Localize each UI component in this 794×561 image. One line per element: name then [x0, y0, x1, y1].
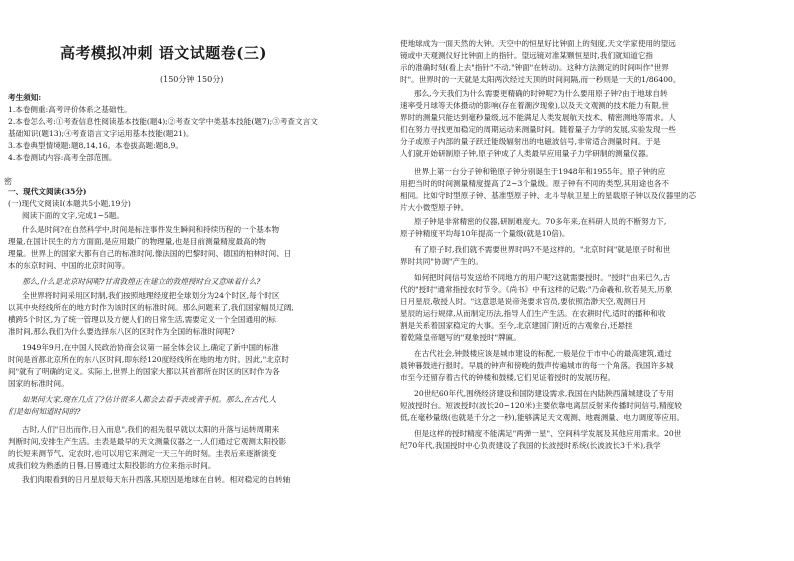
passage-line: 横跨5个时区,为了统一管理以及方便人们的日常生活,需要定义一个全国通用的标 [8, 315, 276, 324]
section-instruction: 阅读下面的文字,完成1~5题。 [22, 211, 124, 220]
passage-line: 割是关系着国家稳定的大事。至今,北京建国门附近的古观象台,还悬挂 [400, 321, 633, 330]
passage-line: 全世界将时间采用区时制,我们按照地理经度把全球划分为24个时区,每个时区 [22, 291, 280, 300]
passage-line: 界时共同"协调"产生的。 [400, 257, 483, 266]
left-column [0, 0, 396, 561]
passage-line: 人们就开始研制原子钟,原子钟成了人类最早应用量子力学研制的测量仪器。 [400, 149, 654, 158]
notice-item: 3.本卷典型情境题:题8,14,16。本卷拔高题:题8,9。 [8, 141, 183, 150]
passage-line: 用把当时的时间测量精度提高了2~3个量级。原子钟有不同的类型,其用途也各不 [400, 179, 670, 188]
notice-item: 4.本卷测试内容:高考全部范围。 [8, 153, 117, 162]
notice-item: 2.本卷怎么考:①考查信息性阅读基本技能(题4);②考查文学中类基本技能(题7);③考查文言文 [8, 117, 318, 126]
notice-item: 基础知识(题13);④考查语言文字运用基本技能(题21)。 [8, 129, 194, 138]
passage-line: 纪70年代,我国授时中心负责建设了我国的长波授时系统(长波波长3千米),我学 [400, 441, 661, 450]
seal-mark: 密 [4, 177, 12, 186]
passage-line: 20世纪60年代,围绕经济建设和国防建设需求,我国在内陆陕西蒲城建设了专用 [414, 389, 674, 398]
passage-line: 时"。世界时的一天就是太阳两次经过天顶的时间间隔,而一秒则是一天的1/86400。 [400, 75, 681, 84]
passage-line: 时间是首都北京所在的东八区时间,即东经120度经线所在地的地方时。因此,"北京时 [8, 355, 289, 364]
passage-line: 片大小微型原子钟。 [400, 203, 469, 212]
passage-line: 1949年9月,在中国人民政治协商会议第一届全体会议上,确定了新中国的标准 [22, 343, 279, 352]
passage-line: 我们肉眼看到的日月星辰每天东升西落,其原因是地球在自转。相对稳定的自转轴 [22, 475, 291, 484]
passage-line: 的长短来测节气、定农时,也可以用它来测定一天三午的时刻。圭表后来逐渐演变 [8, 449, 277, 458]
passage-line: 什么是时间?在自然科学中,时间是标注事件发生瞬间和持续历程的一个基本物 [22, 225, 280, 234]
passage-line: 镜或中天观测仪好比钟面上的指针。望远镜对准某颗恒星时,我们就知道它指 [400, 51, 654, 60]
passage-line: 古时,人们"日出而作,日入而息",我们的祖先很早就以太阳的升落与运转周期来 [22, 425, 280, 434]
passage-line: 们在努力寻找更加稳定的周期运动来测量时间。随着量子力学的发展,实验发现一些 [400, 125, 676, 134]
passage-line: 那么,今天我们为什么需要更精确的时钟呢?为什么要用原子钟?由于地球自转 [414, 89, 668, 98]
passage-line: 但是这样的授时精度不能满足"两弹一星"、空间科学发展及其他应用需求。20世 [414, 429, 682, 438]
notice-item: 1.本卷侧重:高考评价体系之基础性。 [8, 105, 132, 114]
exam-subtitle: (150分钟 150分) [160, 75, 224, 84]
passage-line: 示的准确时刻(看上去"指针"不动,"钟面"在转动)。这种方法测定的时间叫作"世界 [400, 63, 669, 72]
passage-line: 理量。世界上的国家大都有自己的标准时间,像法国的巴黎时间、德国的柏林时间、日 [8, 249, 292, 258]
passage-line: 界时的测量只能达到毫秒量级,远不能满足人类发展航天技术、精密测地等需求。人 [400, 113, 676, 122]
passage-line: 理量,在国计民生的方方面面,是应用最广的物理量,也是目前测量精度最高的物 [8, 237, 266, 246]
passage-line: 以其中央经线所在的地方时作为该时区的标准时间。那么问题来了,我们国家幅员辽阔, [8, 303, 294, 312]
passage-line: 原子钟精度平均每10年提高一个量级(就是10倍)。 [400, 229, 570, 238]
exam-title: 高考模拟冲刺 语文试题卷(三) [60, 44, 267, 62]
passage-line: 们是如何知道时间的? [8, 407, 81, 416]
section-sub-heading: (一)现代文阅读Ⅰ(本题共5小题,19分) [8, 199, 131, 208]
passage-line: 成我们较为熟悉的日晷,日晷通过太阳投影的方位来指示时间。 [8, 461, 216, 470]
passage-line: 原子钟是非常精密的仪器,研制难度大。70多年来,在科研人员的不断努力下, [414, 217, 667, 226]
passage-line: 速率受月球等天体摄动的影响(存在着潮汐现象),以及天文观测的技术能力有限,世 [400, 101, 669, 110]
passage-line: 有了原子时,我们就不需要世界时吗?不是这样的。"北京时间"就是原子时和世 [414, 245, 671, 254]
passage-line: 晨钟暮鼓进行报时。早晨的钟声和傍晚的鼓声传遍城市的每一个角落。我国许多城 [400, 361, 674, 370]
notice-heading: 考生须知: [8, 93, 42, 102]
passage-line: 那么,什么是北京时间呢?甘肃敦煌正在建立的敦煌授时台又意味着什么? [22, 277, 261, 286]
passage-line: 日月星辰,敬授人时。"这意思是说帝尧要求官员,要依照浩渺天空,观测日月 [400, 297, 647, 306]
passage-line: 判断时间,安排生产生活。圭表是最早的天文测量仪器之一,人们通过它观测太阳投影 [8, 437, 287, 446]
passage-line: 相同。比如守时型原子钟、基准型原子钟、北斗导航卫星上的星载原子钟以及仪器里的芯 [400, 191, 697, 200]
passage-line: 使地球成为一面天然的大钟。天空中的恒星好比钟面上的刻度,天文学家使用的望远 [400, 39, 676, 48]
passage-line: 准时间,那么我们为什么要选择东八区的区时作为全国的标准时间呢? [8, 327, 235, 336]
passage-line: 如果问大家,现在几点了?估计很多人都会去看手表或者手机。那么,在古代,人 [22, 395, 277, 404]
passage-line: 本的东京时间、中国的北京时间等。 [8, 261, 130, 270]
passage-line: 着乾隆皇帝题写的"观象授时"牌匾。 [400, 333, 521, 342]
passage-line: 低,在毫秒量级(也就是千分之一秒),能够满足天文观测、地震测量、电力调度等应用。 [400, 413, 685, 422]
passage-line: 分子或原子内部的量子跃迁能级辐射出的电磁波信号,非常适合测量时间。于是 [400, 137, 661, 146]
passage-line: 代的"授时"通常指授农时节令。《尚书》中有这样的记载:"乃命羲和,钦若昊天,历象 [400, 285, 673, 294]
passage-line: 在古代社会,钟鼓楼应该是城市建设的标配,一般是位于市中心的最高建筑,通过 [414, 349, 672, 358]
passage-line: 星辰的运行规律,从而制定历法,指导人们生产生活。在农耕时代,适时的播种和收 [400, 309, 666, 318]
passage-line: 短波授时台。短波授时(波长20~120米)主要依靠电离层反射来传播时间信号,精度较 [400, 401, 682, 410]
passage-line: 国家的标准时间。 [8, 379, 69, 388]
passage-line: 如何把时间信号发送给不同地方的用户呢?这就需要授时。"授时"由来已久,古 [414, 273, 671, 282]
passage-line: 市至今还留存着古代的钟楼和鼓楼,它们见证着授时的发展历程。 [400, 373, 616, 382]
passage-line: 间"就有了明确的定义。实际上,世界上的国家大都以其首都所在时区的区时作为各 [8, 367, 280, 376]
section-heading: 一、现代文阅读(35分) [8, 187, 87, 196]
right-column [400, 0, 792, 561]
passage-line: 世界上第一台分子钟和铯原子钟分别诞生于1948年和1955年。原子钟的应 [414, 167, 666, 176]
